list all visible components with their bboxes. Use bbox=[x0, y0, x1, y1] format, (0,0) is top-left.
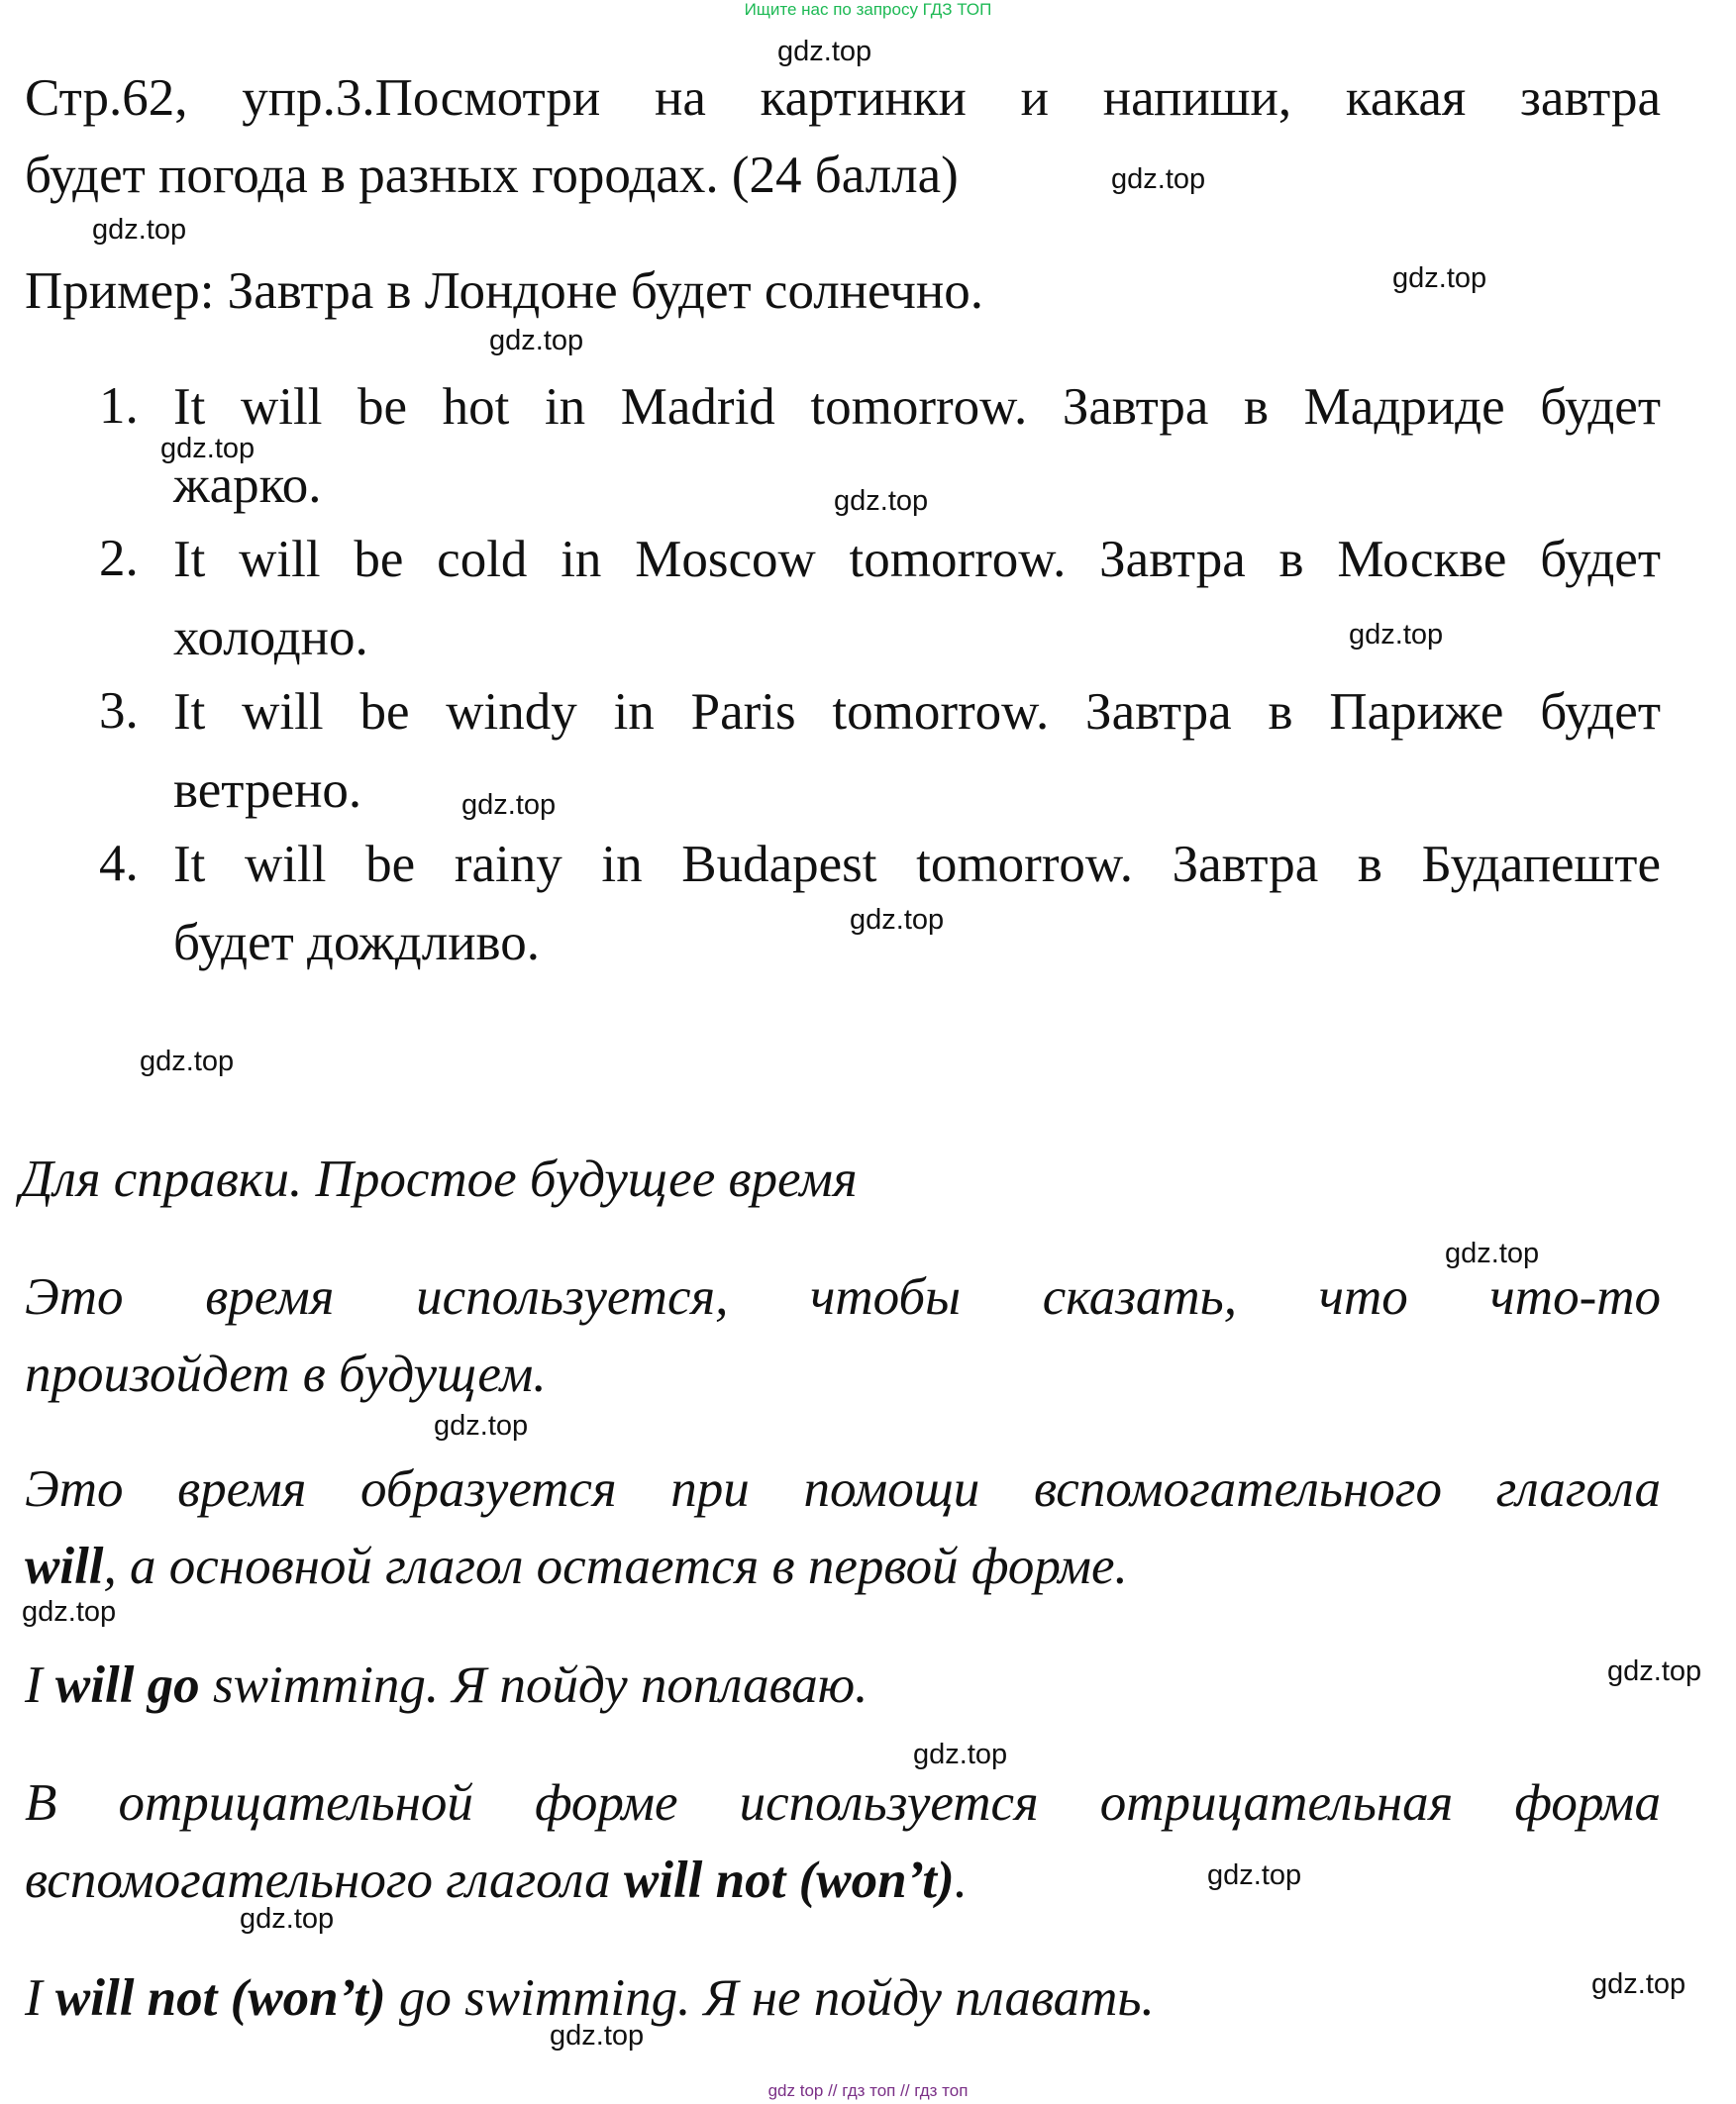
watermark: gdz.top bbox=[92, 214, 187, 246]
ex2-rest: go swimming. Я не пойду плавать. bbox=[385, 1969, 1155, 2027]
watermark: gdz.top bbox=[434, 1410, 529, 1442]
ex1-pre: I bbox=[25, 1656, 55, 1714]
answer-4-number: 4. bbox=[99, 835, 139, 892]
answer-2-line-1: It will be cold in Moscow tomorrow. Завтра в Москве будет bbox=[173, 531, 1661, 588]
watermark: gdz.top bbox=[489, 325, 584, 356]
watermark: gdz.top bbox=[1591, 1968, 1686, 2000]
reference-heading: Для справки. Простое будущее время bbox=[20, 1151, 858, 1208]
answer-3-line-1: It will be windy in Paris tomorrow. Завтра в Париже будет bbox=[173, 683, 1661, 741]
watermark: gdz.top bbox=[240, 1903, 335, 1935]
ex2-pre: I bbox=[25, 1969, 55, 2027]
watermark: gdz.top bbox=[550, 2020, 645, 2052]
watermark: gdz.top bbox=[22, 1596, 117, 1628]
watermark: gdz.top bbox=[1607, 1655, 1702, 1687]
reference-p2-rest: , а основной глагол остается в первой форме. bbox=[103, 1538, 1128, 1595]
watermark: gdz.top bbox=[1207, 1859, 1302, 1891]
watermark: gdz.top bbox=[834, 485, 929, 517]
watermark: gdz.top bbox=[777, 36, 872, 67]
p3-end: . bbox=[954, 1852, 968, 1909]
p3-pre: вспомогательного глагола bbox=[25, 1852, 624, 1909]
reference-p1-line-1: Это время используется, чтобы сказать, что что-то bbox=[25, 1268, 1661, 1326]
watermark: gdz.top bbox=[913, 1739, 1008, 1770]
watermark: gdz.top bbox=[1445, 1238, 1540, 1269]
title-line-1: Стр.62, упр.3.Посмотри на картинки и напиши, какая завтра bbox=[25, 69, 1661, 127]
watermark: gdz.top bbox=[1392, 262, 1487, 294]
answer-2-line-2: холодно. bbox=[173, 609, 368, 666]
title-line-2: будет погода в разных городах. (24 балла) bbox=[25, 147, 959, 204]
answer-3-line-2: ветрено. bbox=[173, 761, 362, 819]
watermark: gdz.top bbox=[140, 1046, 235, 1077]
answer-2-number: 2. bbox=[99, 530, 139, 587]
reference-p2-line-2 bbox=[25, 1528, 1128, 1605]
example-positive bbox=[25, 1647, 868, 1724]
watermark: gdz.top bbox=[850, 904, 945, 936]
answer-4-line-2: будет дождливо. bbox=[173, 914, 540, 971]
answer-1-number: 1. bbox=[99, 377, 139, 435]
will-go-keyword: will go bbox=[54, 1656, 200, 1714]
example-line: Пример: Завтра в Лондоне будет солнечно. bbox=[25, 262, 984, 320]
reference-p3-line-2 bbox=[25, 1842, 968, 1919]
answer-4-line-1: It will be rainy in Budapest tomorrow. Завтра в Будапеште bbox=[173, 836, 1661, 893]
will-not-keyword: will not (won’t) bbox=[623, 1852, 955, 1909]
watermark: gdz.top bbox=[160, 433, 255, 464]
watermark: gdz.top bbox=[1349, 619, 1444, 651]
will-keyword: will bbox=[25, 1538, 104, 1595]
will-not-won-t-keyword: will not (won’t) bbox=[54, 1969, 386, 2027]
watermark: gdz.top bbox=[1111, 163, 1206, 195]
answer-1-line-2: жарко. bbox=[173, 456, 322, 514]
ex1-rest: swimming. Я пойду поплаваю. bbox=[199, 1656, 868, 1714]
answer-1-line-1: It will be hot in Madrid tomorrow. Завтра в Мадриде будет bbox=[173, 378, 1661, 436]
reference-p3-line-1: В отрицательной форме используется отрицательная форма bbox=[25, 1774, 1661, 1832]
search-banner: Ищите нас по запросу ГДЗ ТОП bbox=[744, 0, 992, 19]
reference-p1-line-2: произойдет в будущем. bbox=[25, 1346, 547, 1403]
footer-links: gdz top // гдз топ // гдз топ bbox=[767, 2081, 969, 2100]
watermark: gdz.top bbox=[461, 789, 557, 821]
answer-3-number: 3. bbox=[99, 682, 139, 740]
reference-p2-line-1: Это время образуется при помощи вспомогательного глагола bbox=[25, 1460, 1661, 1518]
